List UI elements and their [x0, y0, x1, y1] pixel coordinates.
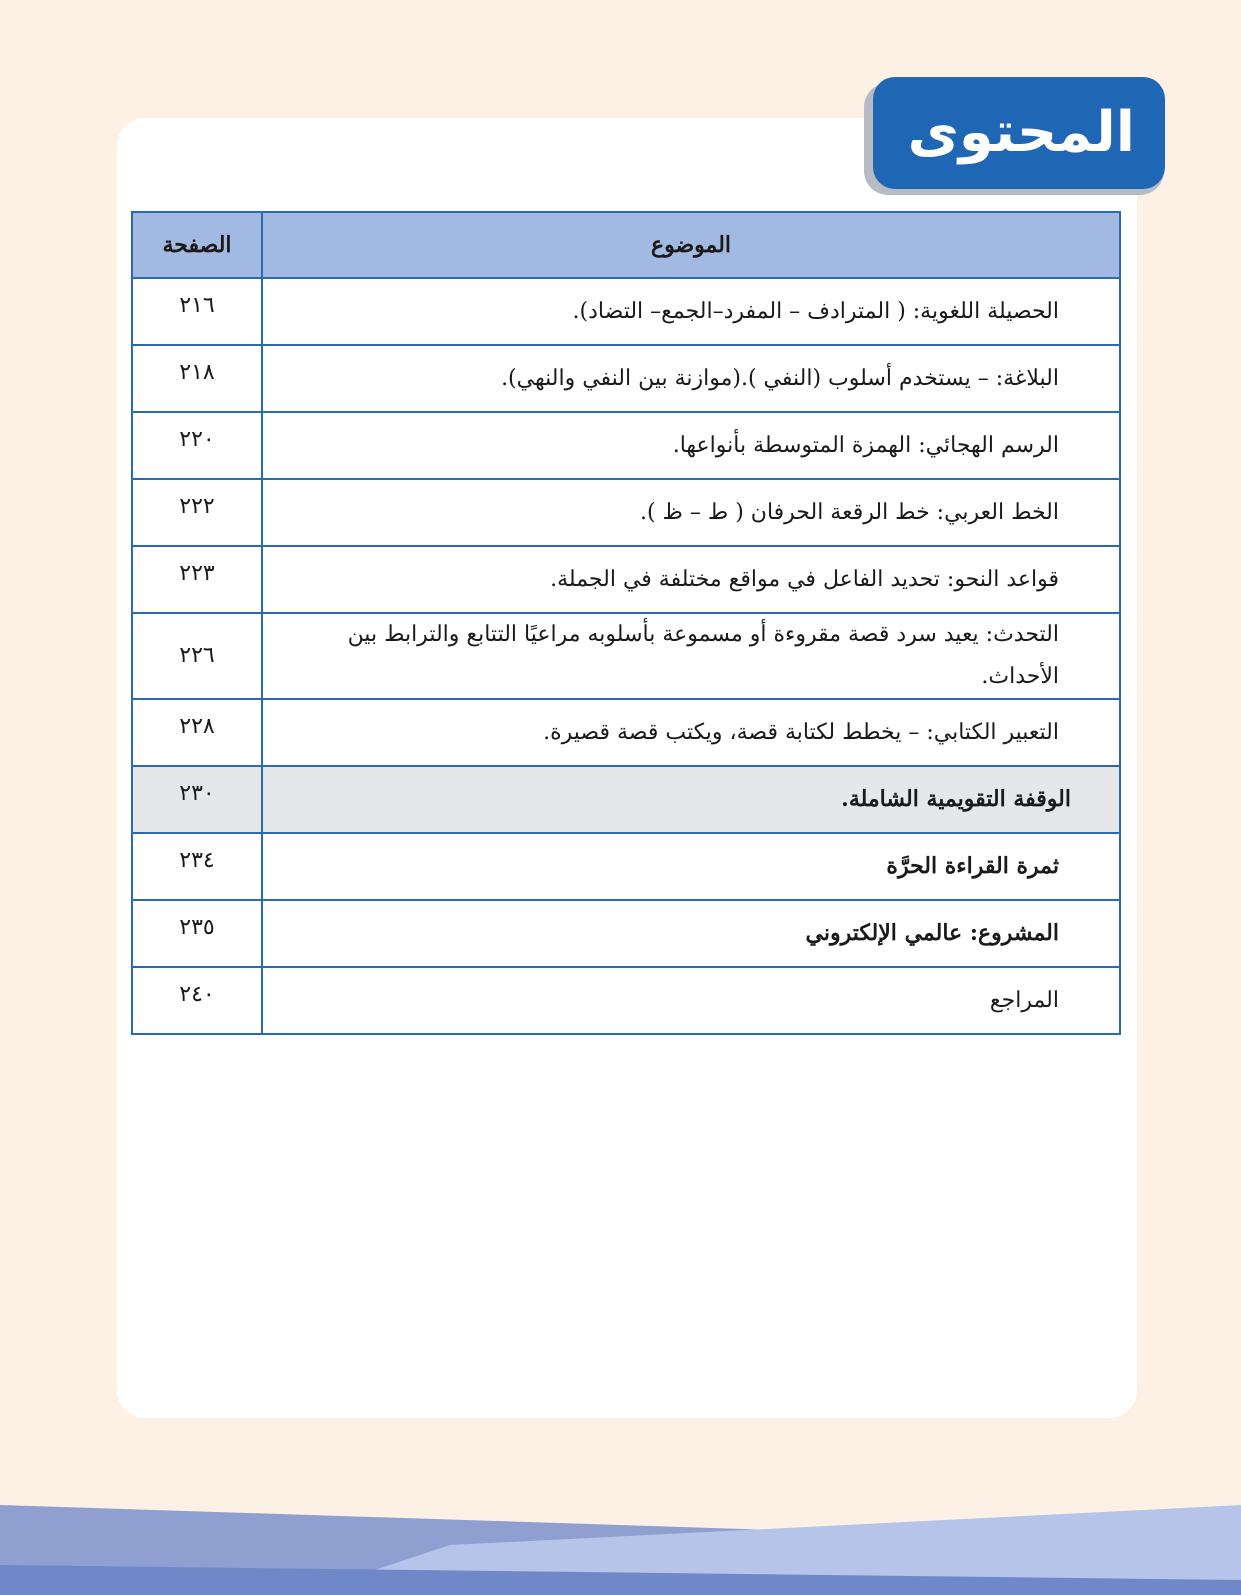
row-page: ٢٤٠ — [132, 967, 262, 1034]
table-row — [132, 967, 1120, 1034]
row-topic: الحصيلة اللغوية: ( المترادف – المفرد–الجمع– التضاد). — [262, 278, 1120, 345]
row-topic: التعبير الكتابي: – يخطط لكتابة قصة، ويكتب قصة قصيرة. — [262, 699, 1120, 766]
row-topic: الرسم الهجائي: الهمزة المتوسطة بأنواعها. — [262, 412, 1120, 479]
table-row — [132, 479, 1120, 546]
column-header-topic: الموضوع — [262, 212, 1120, 278]
row-page: ٢٣٠ — [132, 766, 262, 833]
column-header-page: الصفحة — [132, 212, 262, 278]
row-topic: ثمرة القراءة الحرَّة — [262, 833, 1120, 900]
row-page: ٢١٦ — [132, 278, 262, 345]
table-row — [132, 613, 1120, 699]
row-page: ٢٢٨ — [132, 699, 262, 766]
title-banner — [873, 77, 1165, 189]
row-topic: التحدث: يعيد سرد قصة مقروءة أو مسموعة بأسلوبه مراعيًا التتابع والترابط بين الأحداث. — [262, 613, 1120, 699]
contents-table — [131, 211, 1121, 1035]
table-row — [132, 699, 1120, 766]
row-page: ٢٢٢ — [132, 479, 262, 546]
row-page: ٢٢٣ — [132, 546, 262, 613]
row-page: ٢٣٤ — [132, 833, 262, 900]
table-row — [132, 345, 1120, 412]
table-row — [132, 412, 1120, 479]
table-row — [132, 833, 1120, 900]
row-topic: الوقفة التقويمية الشاملة. — [262, 766, 1120, 833]
row-page: ٢٣٥ — [132, 900, 262, 967]
table-row — [132, 900, 1120, 967]
row-topic: المراجع — [262, 967, 1120, 1034]
row-topic: الخط العربي: خط الرقعة الحرفان ( ط – ظ ). — [262, 479, 1120, 546]
table-row — [132, 278, 1120, 345]
row-page: ٢١٨ — [132, 345, 262, 412]
table-header-row — [132, 212, 1120, 278]
table-row — [132, 546, 1120, 613]
page-title: المحتوى — [907, 100, 1135, 165]
row-page: ٢٢٠ — [132, 412, 262, 479]
row-topic: قواعد النحو: تحديد الفاعل في مواقع مختلفة في الجملة. — [262, 546, 1120, 613]
decorative-bottom-band — [0, 1505, 1241, 1595]
row-page: ٢٢٦ — [132, 613, 262, 699]
table-row-highlighted — [132, 766, 1120, 833]
row-topic: المشروع: عالمي الإلكتروني — [262, 900, 1120, 967]
row-topic: البلاغة: – يستخدم أسلوب (النفي ).(موازنة بين النفي والنهي). — [262, 345, 1120, 412]
